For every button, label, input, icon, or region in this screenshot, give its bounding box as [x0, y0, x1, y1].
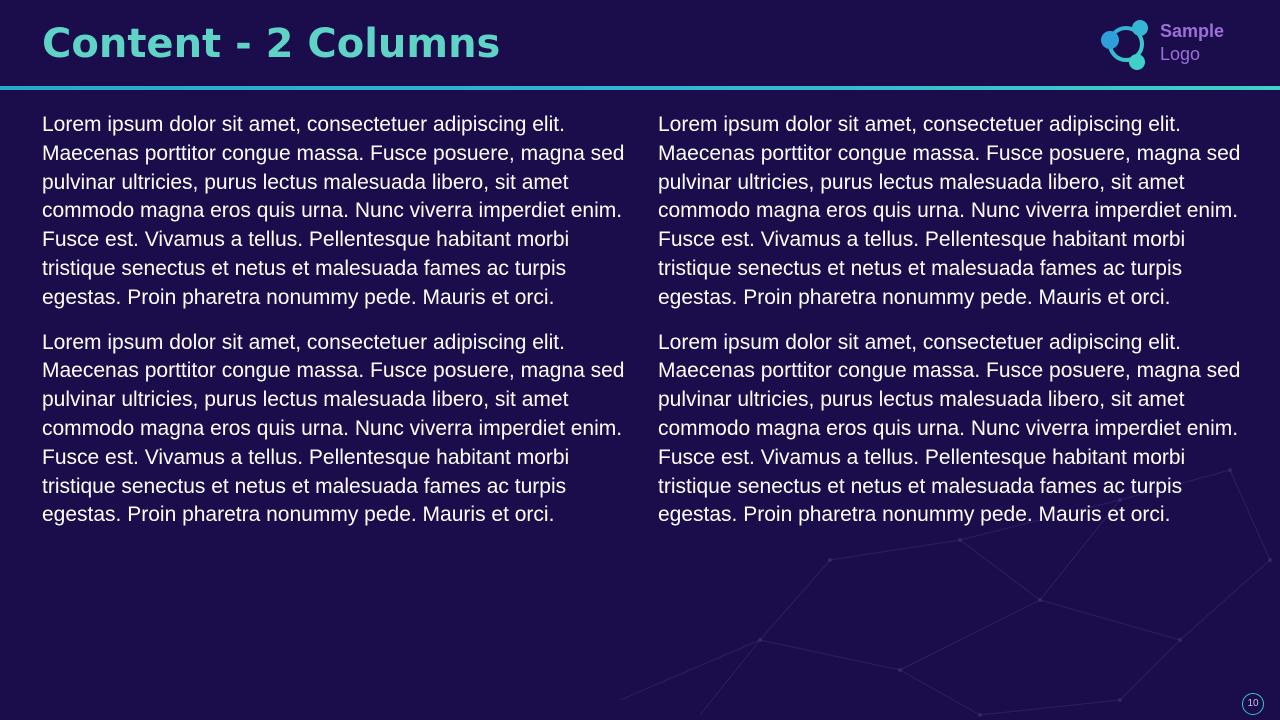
right-column — [658, 111, 1248, 546]
sample-logo — [1096, 16, 1246, 74]
slide-title: Content - 2 Columns — [42, 21, 501, 67]
right-paragraph-2: Lorem ipsum dolor sit amet, consectetuer adipiscing elit. Maecenas porttitor congue massa. Fusce posuere, magna sed pulvinar ultricies, purus lectus malesuada libero, sit amet commodo magna eros quis urna. Nunc viverra imperdiet enim. Fusce est. Vivamus a tellus. Pellentesque habitant morbi tristique senectus et netus et malesuada fames ac turpis egestas. Proin pharetra nonummy pede. Mauris et orci. — [658, 330, 1241, 527]
logo-line2: Logo — [1160, 44, 1201, 64]
right-paragraph-1: Lorem ipsum dolor sit amet, consectetuer adipiscing elit. Maecenas porttitor congue massa. Fusce posuere, magna sed pulvinar ultricies, purus lectus malesuada libero, sit amet commodo magna eros quis urna. Nunc viverra imperdiet enim. Fusce est. Vivamus a tellus. Pellentesque habitant morbi tristique senectus et netus et malesuada fames ac turpis egestas. Proin pharetra nonummy pede. Mauris et orci. — [658, 113, 1241, 309]
page-number: 10 — [1242, 693, 1264, 715]
title-divider — [0, 86, 1280, 90]
left-paragraph-2: Lorem ipsum dolor sit amet, consectetuer adipiscing elit. Maecenas porttitor congue massa. Fusce posuere, magna sed pulvinar ultricies, purus lectus malesuada libero, sit amet commodo magna eros quis urna. Nunc viverra imperdiet enim. Fusce est. Vivamus a tellus. Pellentesque habitant morbi tristique senectus et netus et malesuada fames ac turpis egestas. Proin pharetra nonummy pede. Mauris et orci. — [42, 330, 625, 527]
logo-line1: Sample — [1160, 21, 1225, 41]
left-paragraph-1: Lorem ipsum dolor sit amet, consectetuer adipiscing elit. Maecenas porttitor congue massa. Fusce posuere, magna sed pulvinar ultricies, purus lectus malesuada libero, sit amet commodo magna eros quis urna. Nunc viverra imperdiet enim. Fusce est. Vivamus a tellus. Pellentesque habitant morbi tristique senectus et netus et malesuada fames ac turpis egestas. Proin pharetra nonummy pede. Mauris et orci. — [42, 113, 625, 309]
left-column — [42, 111, 632, 546]
molecule-logo-icon — [1096, 16, 1156, 74]
